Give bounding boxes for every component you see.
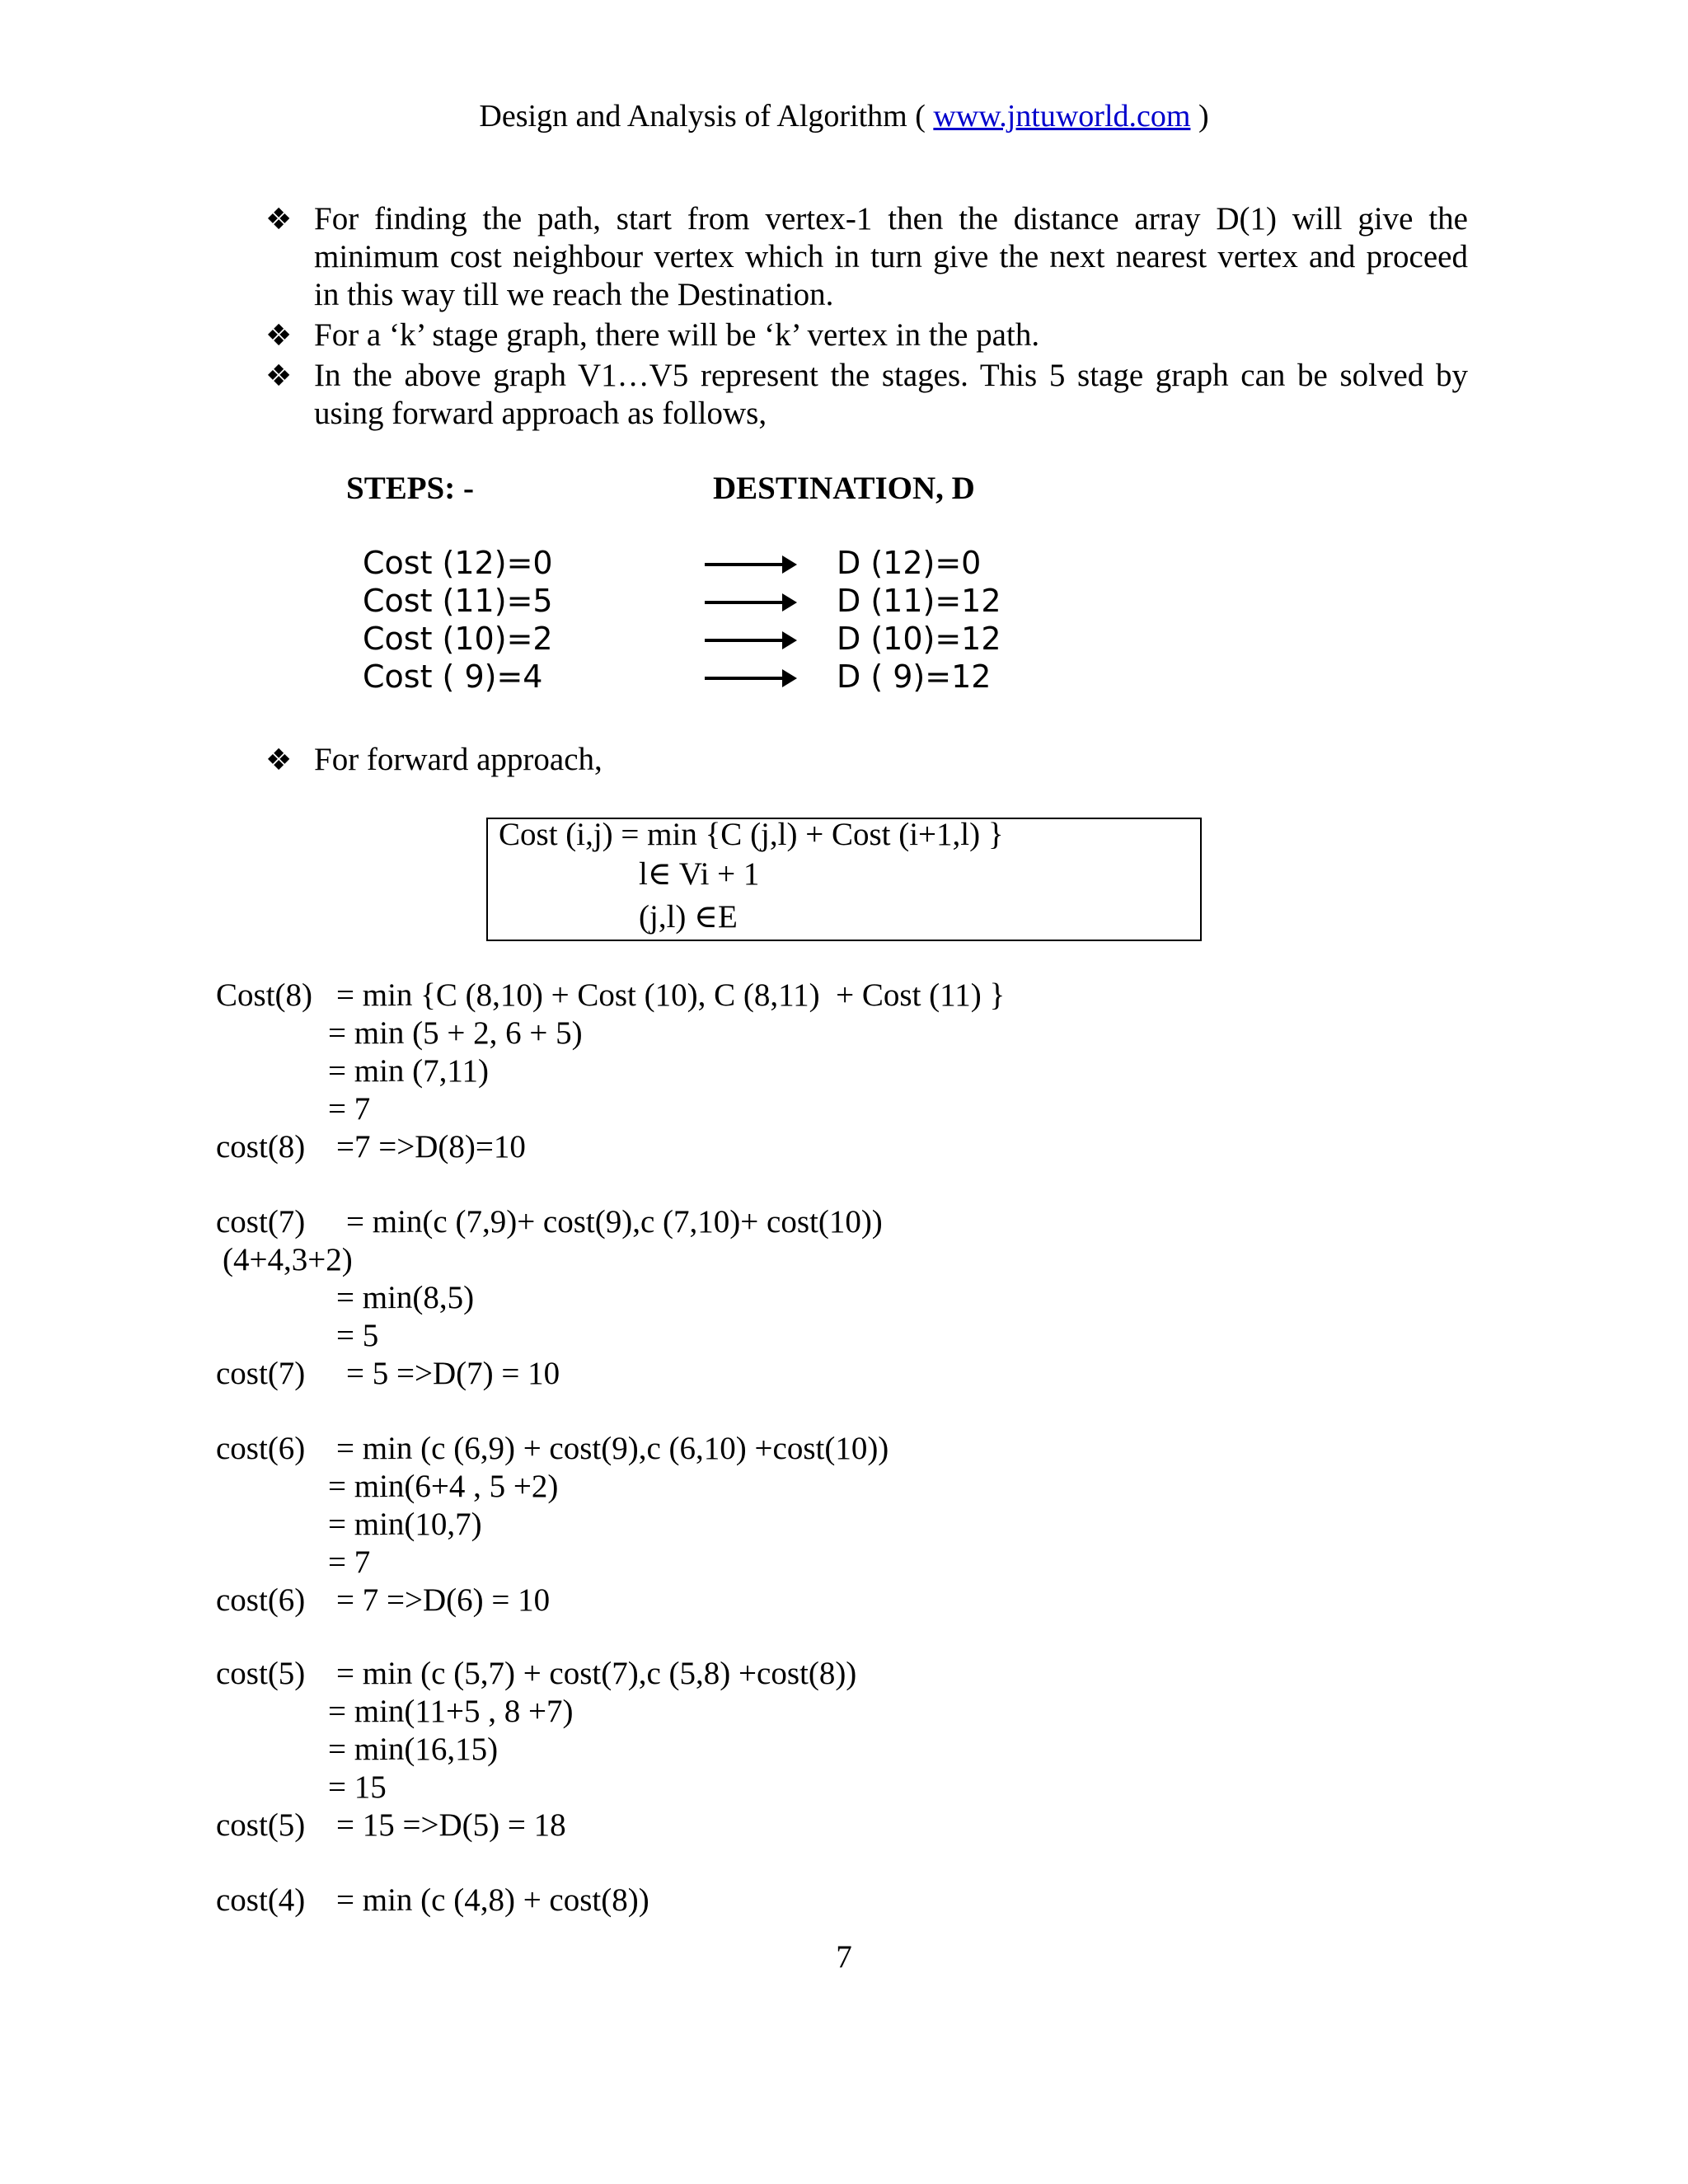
calc-6-label: cost(6): [216, 1431, 306, 1466]
formula-line-1: Cost (i,j) = min {C (j,l) + Cost (i+1,l) }: [499, 817, 1004, 852]
calc-5-label: cost(5): [216, 1656, 306, 1691]
right-arrow-icon: [705, 601, 785, 604]
calc-8-step-3: = 7: [328, 1091, 371, 1127]
page-number: 7: [836, 1939, 852, 1975]
formula-line-2: l∈ Vi + 1: [639, 856, 760, 892]
calc-8-label: Cost(8): [216, 977, 312, 1013]
bullet-3-text-last: using forward approach as follows,: [314, 396, 767, 431]
steps-heading: STEPS: -: [346, 471, 474, 506]
calc-5-result: = 15 =>D(5) = 18: [336, 1807, 566, 1843]
bullet-diamond-icon: ❖: [265, 319, 293, 353]
step-cost-10: Cost (10)=2: [363, 621, 553, 657]
bullet-1-text-last: in this way till we reach the Destination.: [314, 277, 834, 312]
calc-4-expr: = min (c (4,8) + cost(8)): [336, 1882, 649, 1918]
calc-7-label: cost(7): [216, 1204, 306, 1240]
header-title-prefix: Design and Analysis of Algorithm (: [479, 99, 934, 134]
calc-8-result-label: cost(8): [216, 1129, 306, 1165]
formula-line-3: (j,l) ∈E: [639, 899, 738, 935]
right-arrow-icon: [705, 639, 785, 642]
calc-8-expr: = min {C (8,10) + Cost (10), C (8,11) + Cost (11) }: [336, 977, 1006, 1013]
bullet-2-text: For a ‘k’ stage graph, there will be ‘k’ vertex in the path.: [314, 317, 1040, 353]
calc-4-label: cost(4): [216, 1882, 306, 1918]
header-title-suffix: ): [1190, 99, 1209, 134]
bullet-3-text-main: In the above graph V1…V5 represent the stages. This 5 stage graph can be solved by: [314, 358, 1468, 393]
calc-7-expr: = min(c (7,9)+ cost(9),c (7,10)+ cost(10)): [346, 1204, 883, 1240]
step-cost-11: Cost (11)=5: [363, 583, 553, 619]
bullet-diamond-icon: ❖: [265, 359, 293, 393]
destination-heading: DESTINATION, D: [713, 471, 975, 506]
dest-d-9: D ( 9)=12: [837, 658, 992, 695]
right-arrow-icon: [705, 677, 785, 680]
calc-5-step-2: = min(16,15): [328, 1732, 499, 1767]
calc-8-step-1: = min (5 + 2, 6 + 5): [328, 1015, 583, 1051]
dest-d-11: D (11)=12: [837, 583, 1001, 619]
page-header: [0, 97, 1688, 135]
calc-5-step-1: = min(11+5 , 8 +7): [328, 1694, 574, 1729]
dest-d-12: D (12)=0: [837, 545, 982, 581]
calc-7-step-1: = min(8,5): [336, 1280, 475, 1315]
calc-6-step-3: = 7: [328, 1544, 371, 1580]
dest-d-10: D (10)=12: [837, 621, 1001, 657]
calc-6-step-2: = min(10,7): [328, 1507, 482, 1542]
calc-6-expr: = min (c (6,9) + cost(9),c (6,10) +cost(10)): [336, 1431, 889, 1466]
calc-5-result-label: cost(5): [216, 1807, 306, 1843]
calc-7-result-label: cost(7): [216, 1356, 306, 1391]
calc-7-step-2: = 5: [336, 1318, 379, 1353]
calc-7-note: (4+4,3+2): [223, 1242, 353, 1277]
calc-6-result-label: cost(6): [216, 1582, 306, 1618]
bullet-diamond-icon: ❖: [265, 203, 293, 237]
bullet-diamond-icon: ❖: [265, 743, 293, 777]
bullet-1-text-main: For finding the path, start from vertex-1 then the distance array D(1) will give the minimum cost neighbour vertex which in turn give the next nearest vertex and proceed: [314, 201, 1468, 274]
calc-5-step-3: = 15: [328, 1769, 387, 1805]
calc-7-result: = 5 =>D(7) = 10: [346, 1356, 560, 1391]
calc-8-step-2: = min (7,11): [328, 1053, 489, 1089]
right-arrow-icon: [705, 563, 785, 566]
header-link[interactable]: www.jntuworld.com: [933, 99, 1191, 134]
step-cost-9: Cost ( 9)=4: [363, 658, 543, 695]
calc-8-result: =7 =>D(8)=10: [336, 1129, 526, 1165]
forward-approach-text: For forward approach,: [314, 742, 603, 777]
calc-5-expr: = min (c (5,7) + cost(7),c (5,8) +cost(8)): [336, 1656, 857, 1691]
step-cost-12: Cost (12)=0: [363, 545, 553, 581]
calc-6-step-1: = min(6+4 , 5 +2): [328, 1469, 559, 1504]
calc-6-result: = 7 =>D(6) = 10: [336, 1582, 551, 1618]
